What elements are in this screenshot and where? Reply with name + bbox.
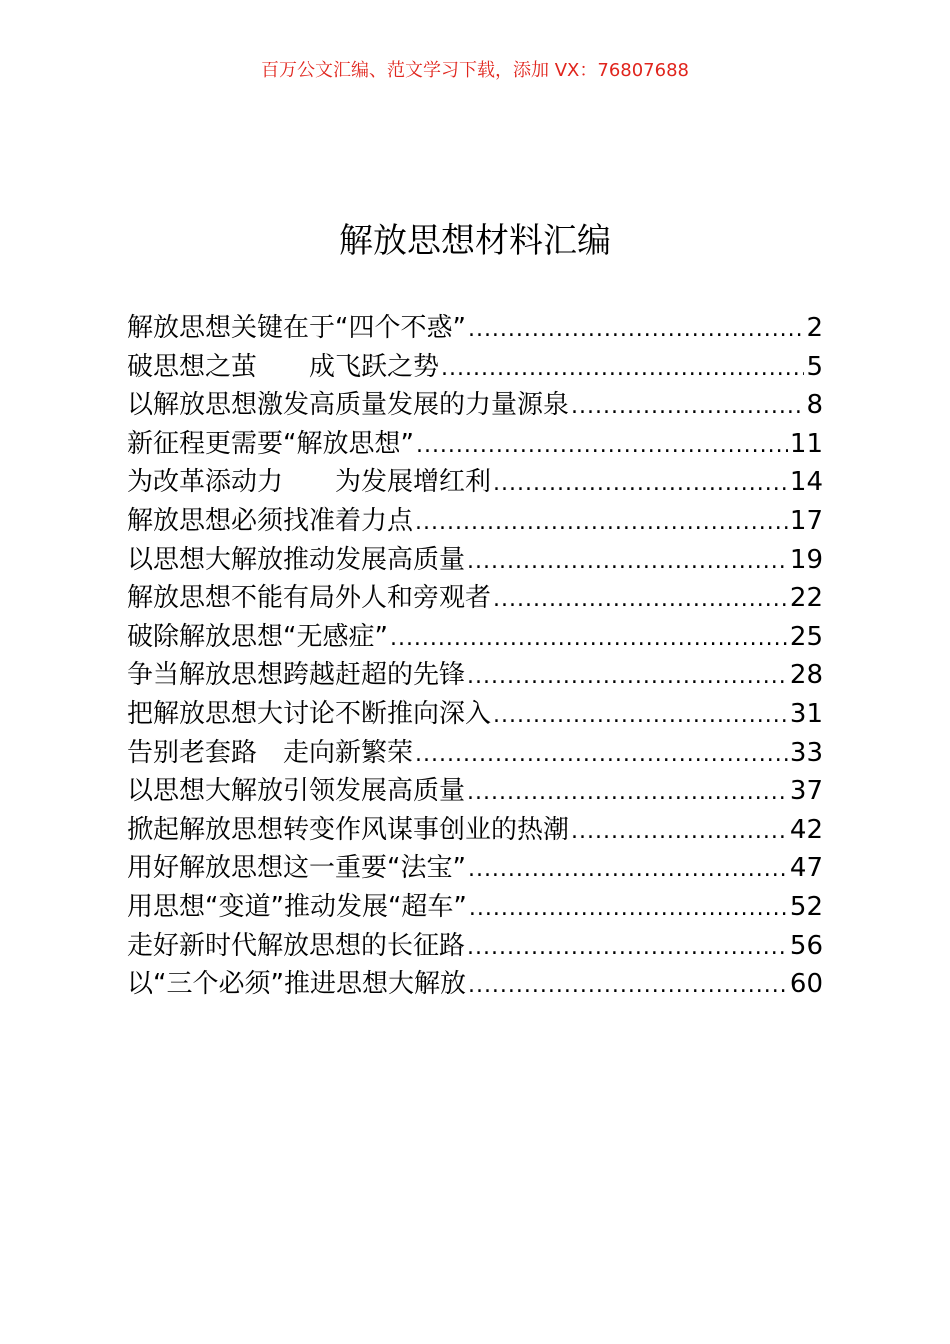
toc-entry[interactable] xyxy=(127,348,823,387)
toc-dot-leader xyxy=(467,658,788,695)
toc-entry-title: 把解放思想大讨论不断推向深入 xyxy=(127,698,492,729)
toc-entry-page: 11 xyxy=(789,428,823,459)
toc-entry[interactable] xyxy=(127,309,823,348)
toc-dot-leader xyxy=(571,813,788,850)
header-note: 百万公文汇编、范文学习下载，添加 VX：76807688 xyxy=(261,60,689,81)
toc-dot-leader xyxy=(493,581,788,618)
toc-dot-leader xyxy=(441,350,804,387)
toc-entry[interactable] xyxy=(127,965,823,1004)
toc-entry-title: 争当解放思想跨越赶超的先锋 xyxy=(127,660,466,691)
table-of-contents xyxy=(127,309,823,1004)
toc-dot-leader xyxy=(469,890,788,927)
toc-entry-title: 解放思想关键在于“四个不惑” xyxy=(127,313,466,343)
toc-entry[interactable] xyxy=(127,386,823,425)
toc-entry[interactable] xyxy=(127,927,823,966)
toc-entry[interactable] xyxy=(127,541,823,580)
toc-entry[interactable] xyxy=(127,425,823,464)
toc-entry-page: 28 xyxy=(789,660,823,691)
toc-dot-leader xyxy=(571,388,804,425)
toc-entry-page: 2 xyxy=(806,313,823,343)
toc-dot-leader xyxy=(467,543,788,580)
toc-entry-title: 为改革添动力 为发展增红利 xyxy=(127,467,492,498)
toc-entry[interactable] xyxy=(127,695,823,734)
toc-entry-title: 破思想之茧 成飞跃之势 xyxy=(127,351,440,382)
toc-entry[interactable] xyxy=(127,656,823,695)
toc-entry-page: 37 xyxy=(789,776,823,807)
toc-entry-title: 以思想大解放推动发展高质量 xyxy=(127,544,466,575)
toc-entry[interactable] xyxy=(127,849,823,888)
toc-dot-leader xyxy=(467,774,788,811)
toc-dot-leader xyxy=(467,929,788,966)
toc-entry[interactable] xyxy=(127,618,823,657)
toc-entry-title: 用思想“变道”推动发展“超车” xyxy=(127,891,467,922)
toc-entry-page: 22 xyxy=(789,583,823,614)
toc-entry-page: 31 xyxy=(789,698,823,729)
toc-entry[interactable] xyxy=(127,502,823,541)
toc-dot-leader xyxy=(390,620,788,657)
toc-entry[interactable] xyxy=(127,772,823,811)
toc-entry-page: 60 xyxy=(789,969,823,1000)
toc-entry[interactable] xyxy=(127,811,823,850)
toc-entry-page: 5 xyxy=(806,351,823,382)
toc-entry[interactable] xyxy=(127,888,823,927)
toc-entry-page: 17 xyxy=(789,505,823,536)
toc-dot-leader xyxy=(416,427,788,464)
toc-dot-leader xyxy=(493,697,788,734)
toc-entry-title: 解放思想必须找准着力点 xyxy=(127,505,414,536)
toc-entry-page: 14 xyxy=(789,467,823,498)
toc-entry-page: 19 xyxy=(789,544,823,575)
toc-dot-leader xyxy=(468,851,788,888)
document-title: 解放思想材料汇编 xyxy=(339,221,611,261)
toc-entry-title: 以“三个必须”推进思想大解放 xyxy=(127,969,466,1000)
toc-dot-leader xyxy=(415,736,788,773)
toc-dot-leader xyxy=(415,504,788,541)
toc-entry-page: 25 xyxy=(789,621,823,652)
toc-entry-title: 用好解放思想这一重要“法宝” xyxy=(127,853,466,884)
toc-entry-page: 47 xyxy=(789,853,823,884)
toc-entry-title: 新征程更需要“解放思想” xyxy=(127,428,414,459)
toc-entry-title: 破除解放思想“无感症” xyxy=(127,621,388,652)
toc-entry-title: 以解放思想激发高质量发展的力量源泉 xyxy=(127,390,570,421)
toc-entry-title: 解放思想不能有局外人和旁观者 xyxy=(127,583,492,614)
toc-entry-page: 42 xyxy=(789,814,823,845)
toc-entry-page: 8 xyxy=(806,390,823,421)
toc-entry-title: 走好新时代解放思想的长征路 xyxy=(127,930,466,961)
toc-entry-page: 56 xyxy=(789,930,823,961)
toc-dot-leader xyxy=(468,311,805,348)
toc-entry[interactable] xyxy=(127,463,823,502)
toc-entry-page: 33 xyxy=(789,737,823,768)
toc-entry-title: 以思想大解放引领发展高质量 xyxy=(127,776,466,807)
toc-entry[interactable] xyxy=(127,734,823,773)
toc-entry-title: 告别老套路 走向新繁荣 xyxy=(127,737,414,768)
toc-dot-leader xyxy=(493,465,788,502)
toc-dot-leader xyxy=(468,967,788,1004)
toc-entry[interactable] xyxy=(127,579,823,618)
toc-entry-page: 52 xyxy=(789,891,823,922)
toc-entry-title: 掀起解放思想转变作风谋事创业的热潮 xyxy=(127,814,570,845)
